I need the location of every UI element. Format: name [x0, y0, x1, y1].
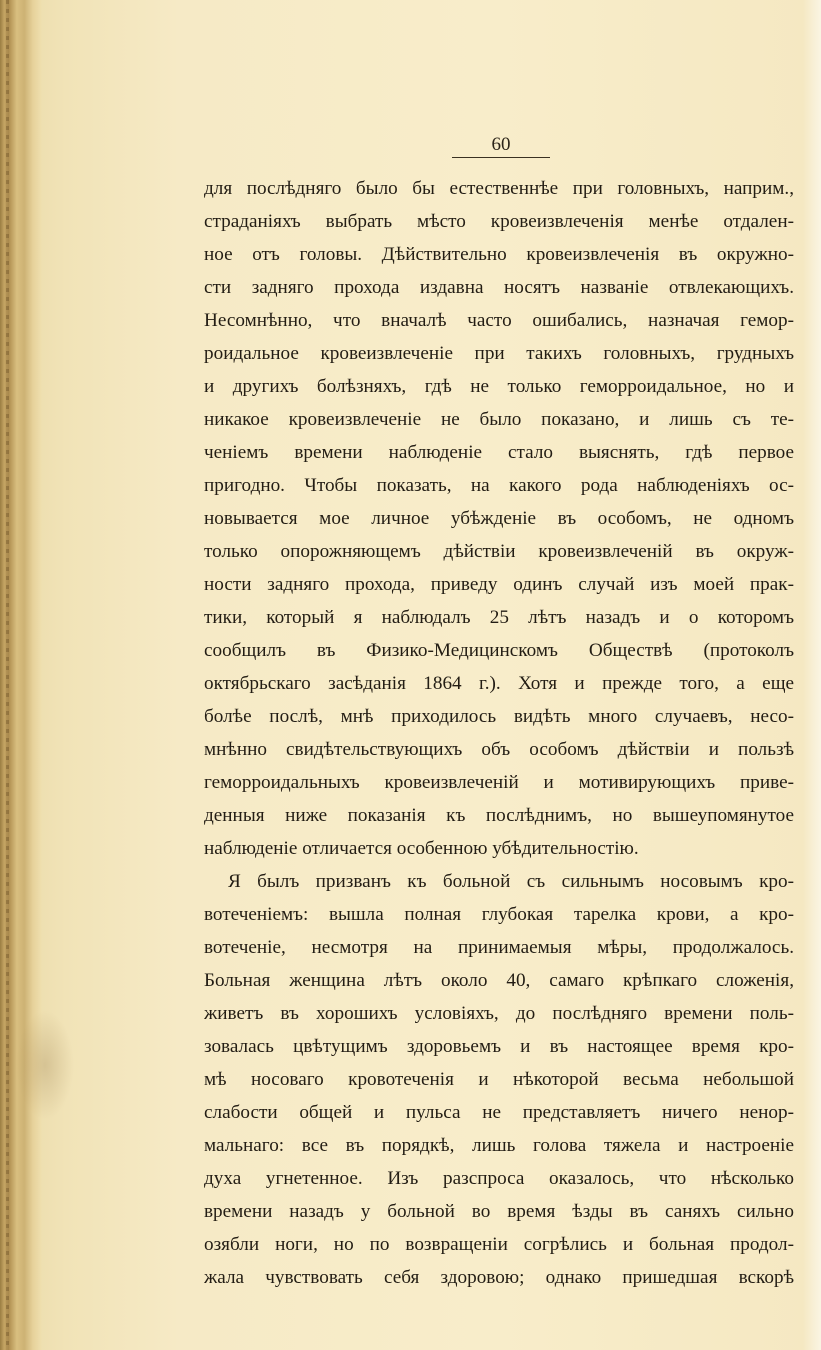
text-line: духа угнетенное. Изъ разспроса оказалось, что нѣсколько: [204, 1168, 794, 1189]
text-line: сообщилъ въ Физико-Медицинскомъ Обществѣ (протоколъ: [204, 640, 794, 661]
text-line: болѣе послѣ, мнѣ приходилось видѣть много случаевъ, несо-: [204, 706, 794, 727]
text-line: мнѣнно свидѣтельствующихъ объ особомъ дѣйствіи и пользѣ: [204, 739, 794, 760]
text-line: ченіемъ времени наблюденіе стало выяснять, гдѣ первое: [204, 442, 794, 463]
text-line: Я былъ призванъ къ больной съ сильнымъ носовымъ кро-: [228, 871, 794, 892]
text-line: мальнаго: все въ порядкѣ, лишь голова тяжела и настроеніе: [204, 1135, 794, 1156]
text-line: и другихъ болѣзняхъ, гдѣ не только геморроидальное, но и: [204, 376, 794, 397]
text-line: роидальное кровеизвлеченіе при такихъ головныхъ, грудныхъ: [204, 343, 794, 364]
text-line: зовалась цвѣтущимъ здоровьемъ и въ настоящее время кро-: [204, 1036, 794, 1057]
text-line: ное отъ головы. Дѣйствительно кровеизвлеченія въ окружно-: [204, 244, 794, 265]
text-line: озябли ноги, но по возвращеніи согрѣлись и больная продол-: [204, 1234, 794, 1255]
text-line: ности задняго прохода, приведу одинъ случай изъ моей прак-: [204, 574, 794, 595]
text-line: Больная женщина лѣтъ около 40, самаго крѣпкаго сложенія,: [204, 970, 794, 991]
text-line: слабости общей и пульса не представляетъ ничего ненор-: [204, 1102, 794, 1123]
text-line: геморроидальныхъ кровеизвлеченій и мотивирующихъ приве-: [204, 772, 794, 793]
text-line: вотеченіе, несмотря на принимаемыя мѣры, продолжалось.: [204, 937, 794, 958]
text-line: никакое кровеизвлеченіе не было показано, и лишь съ те-: [204, 409, 794, 430]
text-line: тики, который я наблюдалъ 25 лѣтъ назадъ и о которомъ: [204, 607, 794, 628]
text-line: октябрьскаго засѣданія 1864 г.). Хотя и прежде того, а еще: [204, 673, 794, 694]
text-line: живетъ въ хорошихъ условіяхъ, до послѣдняго времени поль-: [204, 1003, 794, 1024]
text-line: наблюденіе отличается особенною убѣдительностію.: [204, 838, 639, 859]
text-line: для послѣдняго было бы естественнѣе при головныхъ, наприм.,: [204, 178, 794, 199]
text-line: Несомнѣнно, что вначалѣ часто ошибались, назначая гемор-: [204, 310, 794, 331]
text-line: пригодно. Чтобы показать, на какого рода наблюденіяхъ ос-: [204, 475, 794, 496]
book-binding: [0, 0, 42, 1350]
text-line: времени назадъ у больной во время ѣзды въ саняхъ сильно: [204, 1201, 794, 1222]
text-line: мѣ носоваго кровотеченія и нѣкоторой весьма небольшой: [204, 1069, 794, 1090]
body-text: [204, 172, 794, 1294]
page-edge: [803, 0, 821, 1350]
text-line: сти задняго прохода издавна носятъ названіе отвлекающихъ.: [204, 277, 794, 298]
text-line: вотеченіемъ: вышла полная глубокая тарелка крови, а кро-: [204, 904, 794, 925]
page-number-rule: [452, 157, 550, 158]
page-number: 60: [491, 134, 511, 155]
text-line: новывается мое личное убѣжденіе въ особомъ, не одномъ: [204, 508, 794, 529]
text-line: жала чувствовать себя здоровою; однако пришедшая вскорѣ: [204, 1267, 794, 1288]
paper-stain: [16, 1010, 74, 1120]
text-line: денныя ниже показанія къ послѣднимъ, но вышеупомянутое: [204, 805, 794, 826]
text-line: только опорожняющемъ дѣйствіи кровеизвлеченій въ окруж-: [204, 541, 794, 562]
text-line: страданіяхъ выбрать мѣсто кровеизвлеченія менѣе отдален-: [204, 211, 794, 232]
